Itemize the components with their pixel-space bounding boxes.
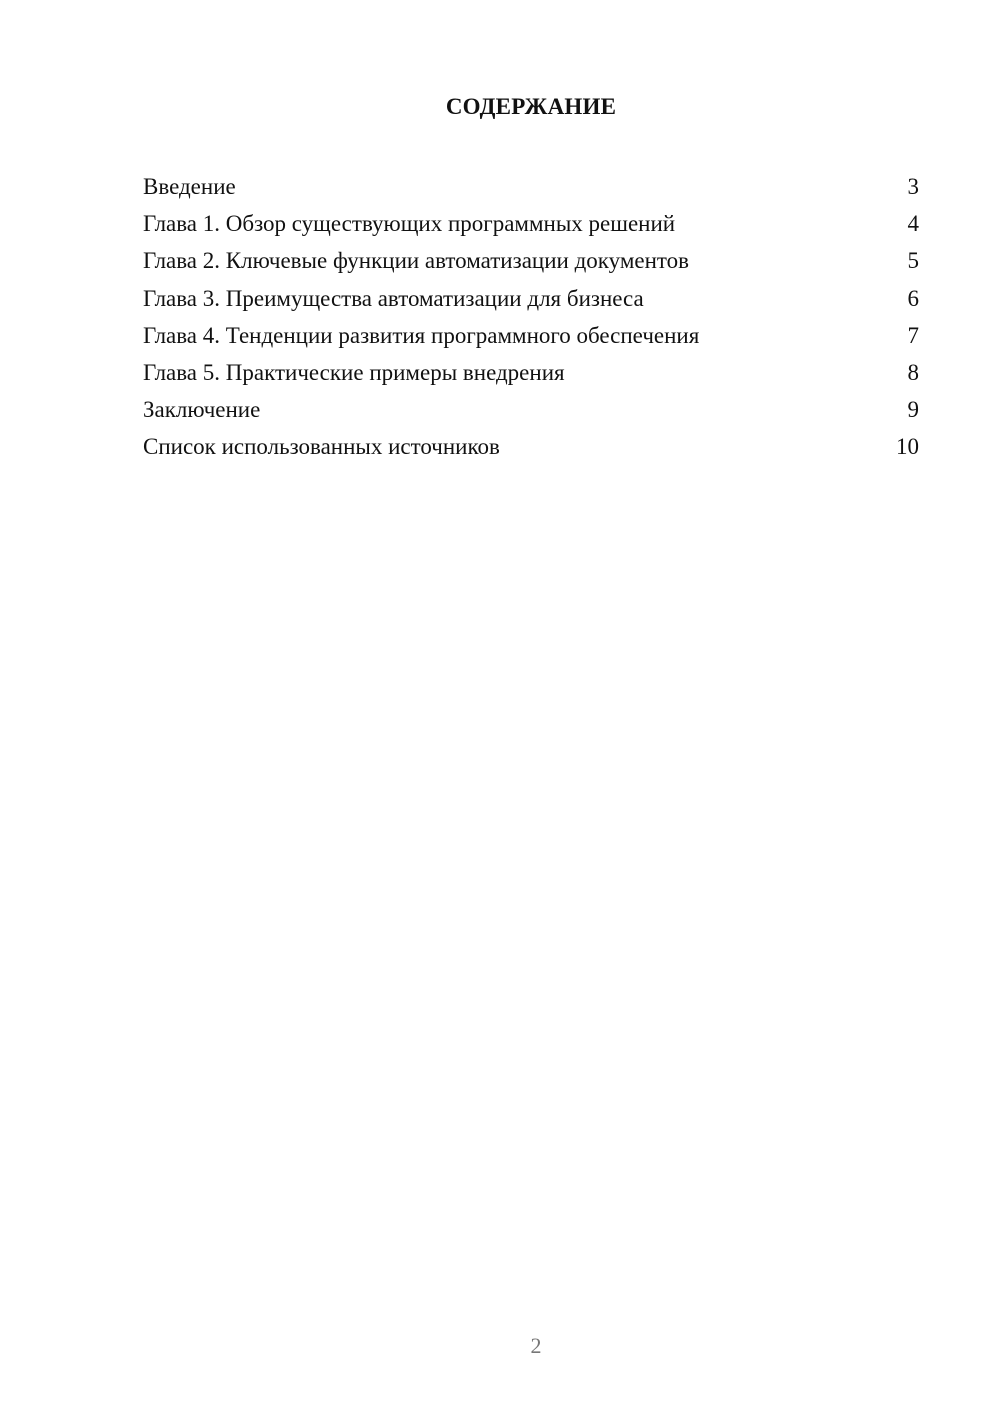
toc-entry-page: 3 (907, 174, 919, 199)
toc-entry-label: Список использованных источников (143, 434, 500, 460)
toc-entry-page: 10 (896, 434, 919, 460)
toc-entry-label: Введение (143, 174, 236, 199)
toc-entry-introduction (143, 168, 919, 205)
toc-entry-label: Заключение (143, 397, 261, 423)
toc-entry-page: 7 (907, 322, 919, 348)
toc-entry-chapter-2 (143, 242, 919, 279)
toc-entry-label: Глава 1. Обзор существующих программных решений (143, 211, 676, 237)
toc-heading-container (144, 94, 918, 120)
toc-entry-label: Глава 4. Тенденции развития программного обеспечения (143, 322, 700, 348)
toc-entry-conclusion (143, 391, 919, 428)
toc-entry-page: 4 (907, 211, 919, 237)
page-number: 2 (530, 1333, 542, 1358)
toc-entry-references (143, 428, 919, 465)
toc-entry-chapter-3 (143, 280, 919, 317)
toc-entry-page: 9 (907, 397, 919, 423)
toc-entry-label: Глава 3. Преимущества автоматизации для бизнеса (143, 285, 644, 311)
toc-entry-chapter-4 (143, 317, 919, 354)
toc-entry-page: 8 (907, 359, 919, 385)
toc-entry-chapter-1 (143, 205, 919, 242)
toc-entry-label: Глава 5. Практические примеры внедрения (143, 359, 565, 385)
toc-entry-page: 5 (907, 248, 919, 274)
toc-entry-page: 6 (907, 285, 919, 311)
table-of-contents (143, 168, 919, 466)
toc-entry-chapter-5 (143, 354, 919, 391)
toc-heading: СОДЕРЖАНИЕ (445, 94, 617, 119)
toc-entry-label: Глава 2. Ключевые функции автоматизации документов (143, 248, 690, 274)
